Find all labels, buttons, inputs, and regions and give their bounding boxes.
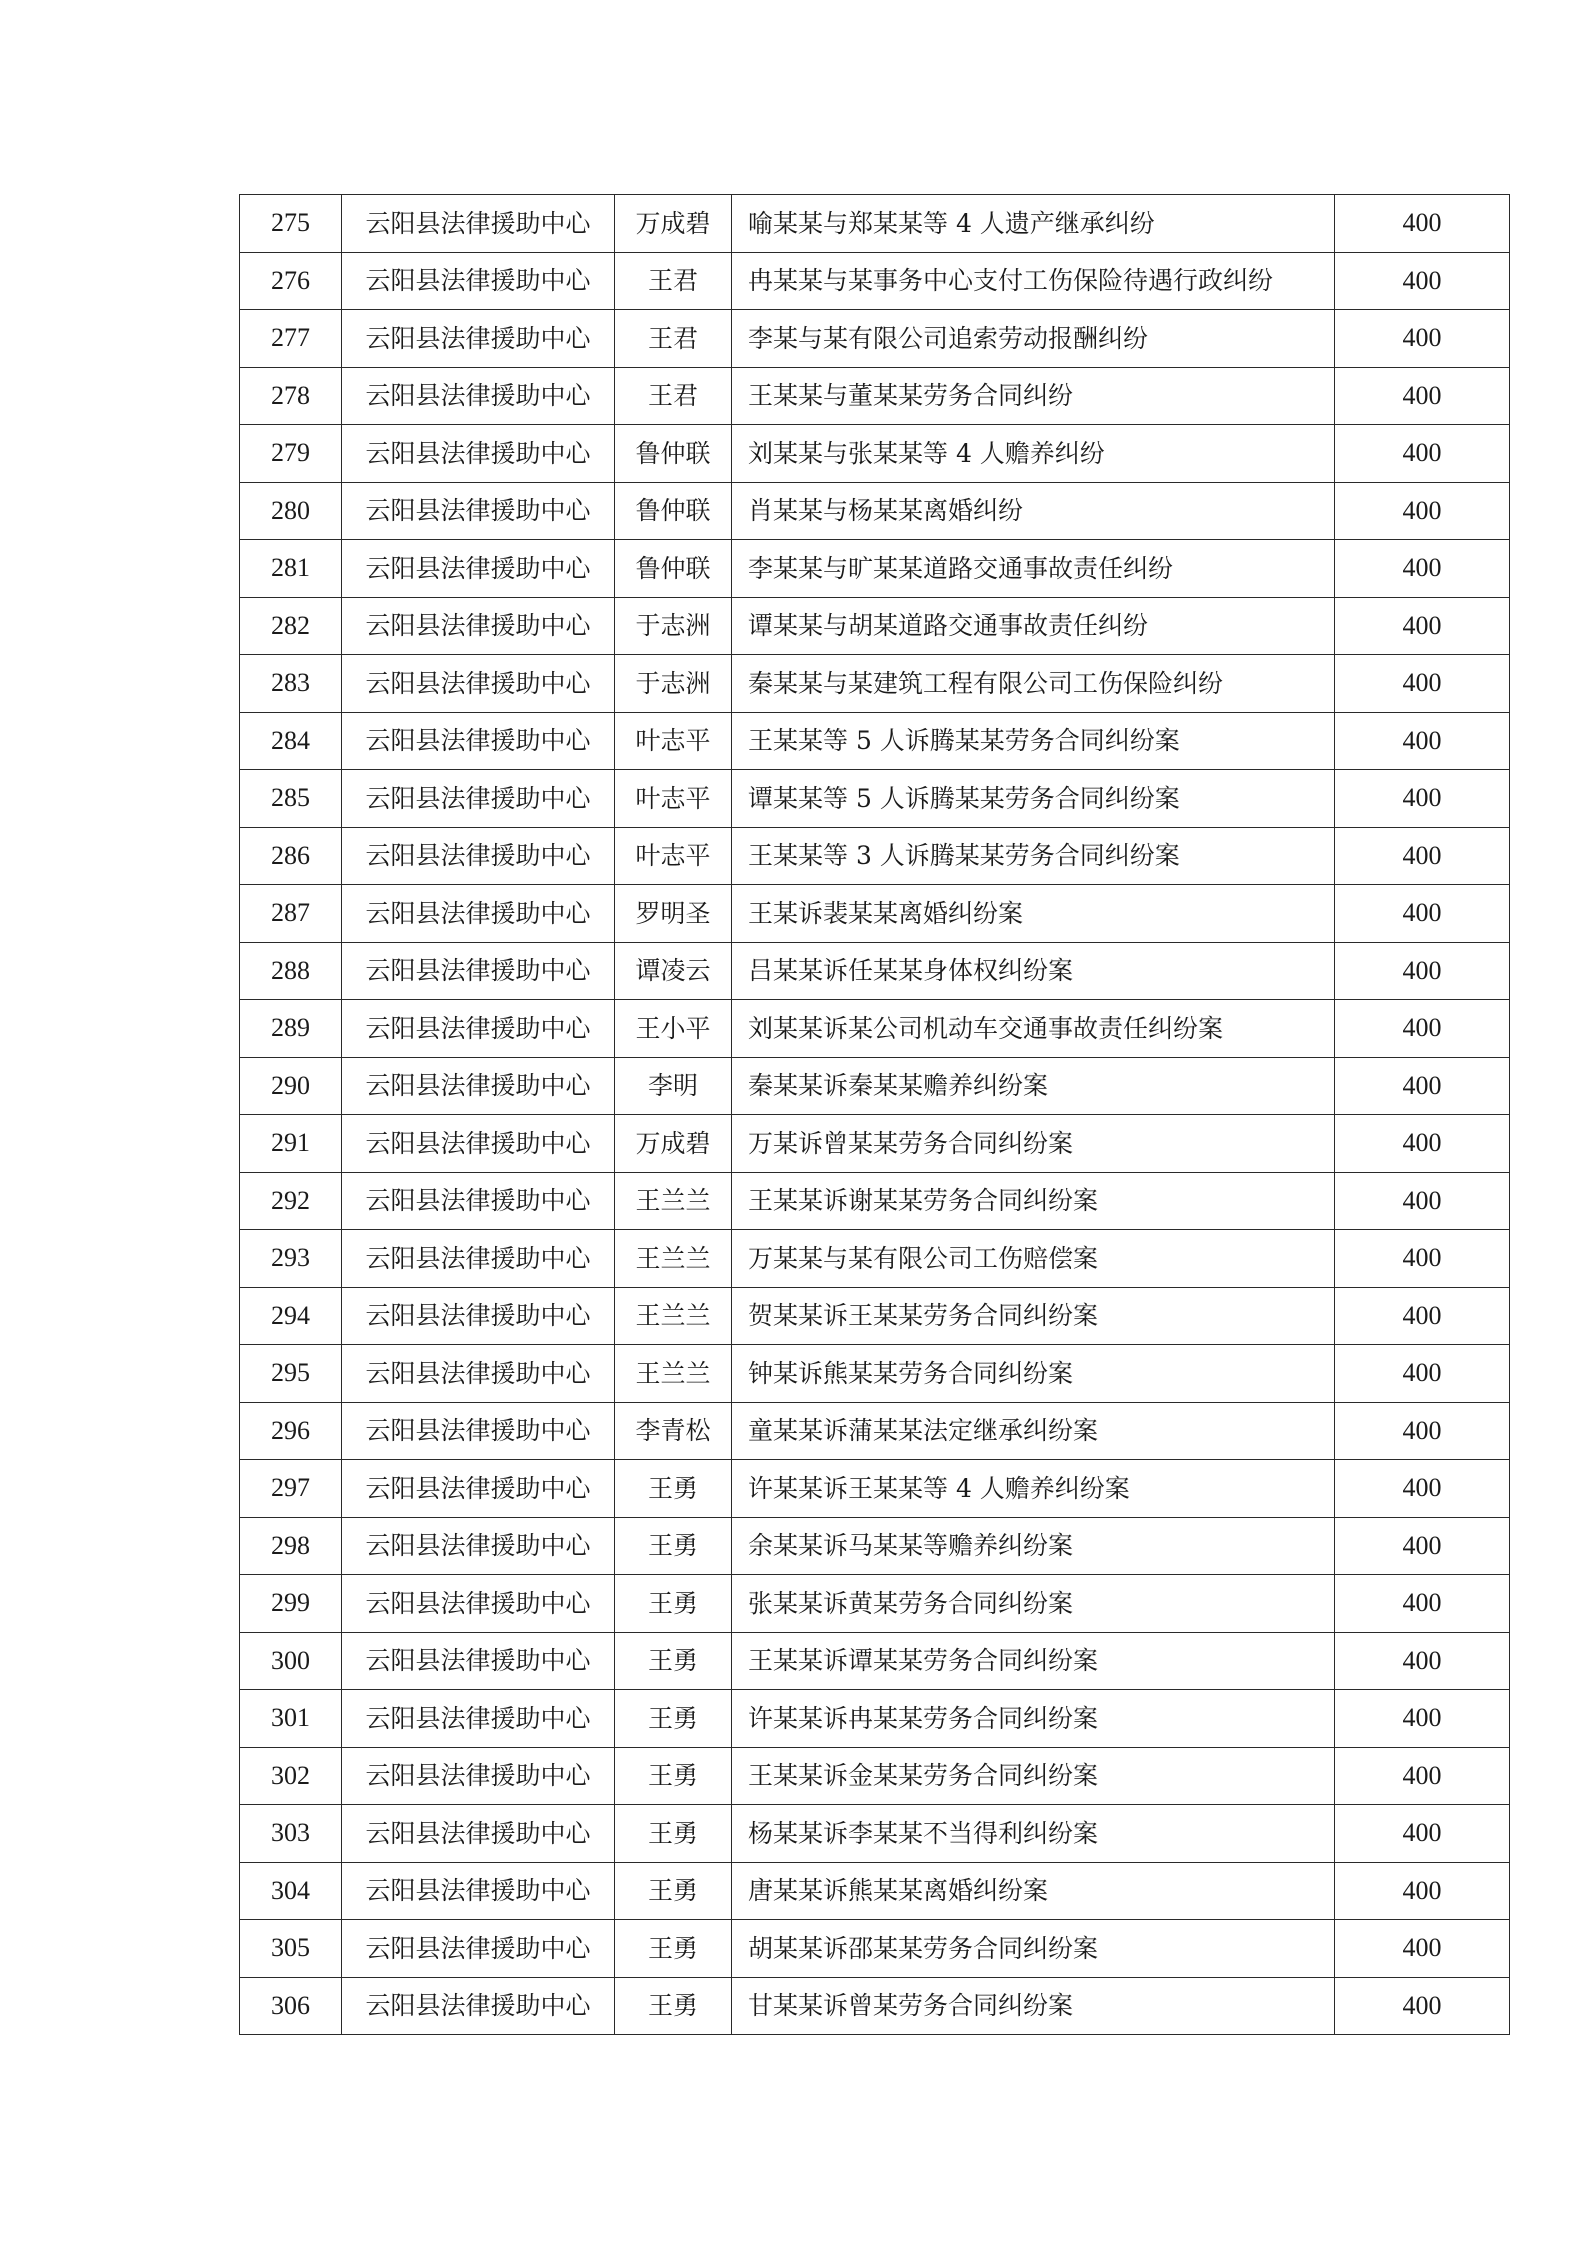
organization-cell: 云阳县法律援助中心 — [342, 655, 615, 713]
subsidy-amount-cell: 400 — [1335, 1517, 1510, 1575]
document-page — [239, 194, 1509, 2035]
lawyer-name-cell: 王君 — [615, 252, 732, 310]
table-row — [240, 597, 1510, 655]
row-number-cell: 277 — [240, 310, 342, 368]
subsidy-amount-cell: 400 — [1335, 1575, 1510, 1633]
row-number-cell: 282 — [240, 597, 342, 655]
lawyer-name-cell: 叶志平 — [615, 827, 732, 885]
case-description-cell: 秦某某与某建筑工程有限公司工伤保险纠纷 — [732, 655, 1335, 713]
lawyer-name-cell: 鲁仲联 — [615, 540, 732, 598]
table-row — [240, 1345, 1510, 1403]
organization-cell: 云阳县法律援助中心 — [342, 1287, 615, 1345]
table-row — [240, 195, 1510, 253]
subsidy-amount-cell: 400 — [1335, 597, 1510, 655]
row-number-cell: 293 — [240, 1230, 342, 1288]
case-description-cell: 刘某某与张某某等 4 人赡养纠纷 — [732, 425, 1335, 483]
subsidy-amount-cell: 400 — [1335, 1690, 1510, 1748]
lawyer-name-cell: 叶志平 — [615, 770, 732, 828]
subsidy-amount-cell: 400 — [1335, 1632, 1510, 1690]
table-row — [240, 1517, 1510, 1575]
case-description-cell: 冉某某与某事务中心支付工伤保险待遇行政纠纷 — [732, 252, 1335, 310]
case-description-cell: 谭某某等 5 人诉腾某某劳务合同纠纷案 — [732, 770, 1335, 828]
table-row — [240, 540, 1510, 598]
table-row — [240, 655, 1510, 713]
case-description-cell: 王某某诉金某某劳务合同纠纷案 — [732, 1747, 1335, 1805]
row-number-cell: 295 — [240, 1345, 342, 1403]
row-number-cell: 292 — [240, 1172, 342, 1230]
organization-cell: 云阳县法律援助中心 — [342, 1575, 615, 1633]
table-row — [240, 1172, 1510, 1230]
lawyer-name-cell: 李青松 — [615, 1402, 732, 1460]
lawyer-name-cell: 王兰兰 — [615, 1287, 732, 1345]
case-description-cell: 刘某某诉某公司机动车交通事故责任纠纷案 — [732, 1000, 1335, 1058]
row-number-cell: 286 — [240, 827, 342, 885]
organization-cell: 云阳县法律援助中心 — [342, 597, 615, 655]
row-number-cell: 297 — [240, 1460, 342, 1518]
case-description-cell: 童某某诉蒲某某法定继承纠纷案 — [732, 1402, 1335, 1460]
case-description-cell: 钟某诉熊某某劳务合同纠纷案 — [732, 1345, 1335, 1403]
subsidy-amount-cell: 400 — [1335, 827, 1510, 885]
subsidy-amount-cell: 400 — [1335, 540, 1510, 598]
organization-cell: 云阳县法律援助中心 — [342, 482, 615, 540]
row-number-cell: 278 — [240, 367, 342, 425]
table-row — [240, 1862, 1510, 1920]
table-row — [240, 942, 1510, 1000]
case-description-cell: 许某某诉王某某等 4 人赡养纠纷案 — [732, 1460, 1335, 1518]
case-description-cell: 肖某某与杨某某离婚纠纷 — [732, 482, 1335, 540]
subsidy-amount-cell: 400 — [1335, 425, 1510, 483]
organization-cell: 云阳县法律援助中心 — [342, 1862, 615, 1920]
lawyer-name-cell: 李明 — [615, 1057, 732, 1115]
row-number-cell: 285 — [240, 770, 342, 828]
organization-cell: 云阳县法律援助中心 — [342, 1632, 615, 1690]
table-row — [240, 482, 1510, 540]
case-description-cell: 许某某诉冉某某劳务合同纠纷案 — [732, 1690, 1335, 1748]
lawyer-name-cell: 王勇 — [615, 1805, 732, 1863]
row-number-cell: 299 — [240, 1575, 342, 1633]
organization-cell: 云阳县法律援助中心 — [342, 1517, 615, 1575]
case-description-cell: 万某某与某有限公司工伤赔偿案 — [732, 1230, 1335, 1288]
table-body — [240, 195, 1510, 2035]
subsidy-amount-cell: 400 — [1335, 1345, 1510, 1403]
case-description-cell: 谭某某与胡某道路交通事故责任纠纷 — [732, 597, 1335, 655]
case-description-cell: 王某诉裴某某离婚纠纷案 — [732, 885, 1335, 943]
organization-cell: 云阳县法律援助中心 — [342, 942, 615, 1000]
lawyer-name-cell: 王兰兰 — [615, 1345, 732, 1403]
subsidy-amount-cell: 400 — [1335, 1747, 1510, 1805]
lawyer-name-cell: 王勇 — [615, 1517, 732, 1575]
table-row — [240, 827, 1510, 885]
case-description-cell: 张某某诉黄某劳务合同纠纷案 — [732, 1575, 1335, 1633]
subsidy-amount-cell: 400 — [1335, 1460, 1510, 1518]
table-row — [240, 1230, 1510, 1288]
row-number-cell: 306 — [240, 1977, 342, 2035]
lawyer-name-cell: 王勇 — [615, 1977, 732, 2035]
subsidy-amount-cell: 400 — [1335, 1057, 1510, 1115]
table-row — [240, 310, 1510, 368]
row-number-cell: 275 — [240, 195, 342, 253]
row-number-cell: 302 — [240, 1747, 342, 1805]
organization-cell: 云阳县法律援助中心 — [342, 1000, 615, 1058]
organization-cell: 云阳县法律援助中心 — [342, 1805, 615, 1863]
organization-cell: 云阳县法律援助中心 — [342, 1920, 615, 1978]
lawyer-name-cell: 谭凌云 — [615, 942, 732, 1000]
row-number-cell: 301 — [240, 1690, 342, 1748]
case-description-cell: 甘某某诉曾某劳务合同纠纷案 — [732, 1977, 1335, 2035]
organization-cell: 云阳县法律援助中心 — [342, 1345, 615, 1403]
case-description-cell: 万某诉曾某某劳务合同纠纷案 — [732, 1115, 1335, 1173]
lawyer-name-cell: 于志洲 — [615, 655, 732, 713]
case-description-cell: 秦某某诉秦某某赡养纠纷案 — [732, 1057, 1335, 1115]
lawyer-name-cell: 王勇 — [615, 1632, 732, 1690]
subsidy-amount-cell: 400 — [1335, 367, 1510, 425]
table-row — [240, 1402, 1510, 1460]
table-row — [240, 1115, 1510, 1173]
lawyer-name-cell: 鲁仲联 — [615, 482, 732, 540]
subsidy-amount-cell: 400 — [1335, 1172, 1510, 1230]
organization-cell: 云阳县法律援助中心 — [342, 885, 615, 943]
table-row — [240, 252, 1510, 310]
organization-cell: 云阳县法律援助中心 — [342, 540, 615, 598]
table-row — [240, 425, 1510, 483]
case-description-cell: 吕某某诉任某某身体权纠纷案 — [732, 942, 1335, 1000]
lawyer-name-cell: 王小平 — [615, 1000, 732, 1058]
row-number-cell: 303 — [240, 1805, 342, 1863]
row-number-cell: 304 — [240, 1862, 342, 1920]
table-row — [240, 885, 1510, 943]
organization-cell: 云阳县法律援助中心 — [342, 1115, 615, 1173]
subsidy-amount-cell: 400 — [1335, 1402, 1510, 1460]
table-row — [240, 770, 1510, 828]
subsidy-amount-cell: 400 — [1335, 252, 1510, 310]
lawyer-name-cell: 叶志平 — [615, 712, 732, 770]
row-number-cell: 288 — [240, 942, 342, 1000]
row-number-cell: 298 — [240, 1517, 342, 1575]
organization-cell: 云阳县法律援助中心 — [342, 1460, 615, 1518]
row-number-cell: 280 — [240, 482, 342, 540]
case-description-cell: 喻某某与郑某某等 4 人遗产继承纠纷 — [732, 195, 1335, 253]
lawyer-name-cell: 万成碧 — [615, 195, 732, 253]
legal-aid-case-table — [239, 194, 1510, 2035]
subsidy-amount-cell: 400 — [1335, 885, 1510, 943]
lawyer-name-cell: 王勇 — [615, 1862, 732, 1920]
organization-cell: 云阳县法律援助中心 — [342, 367, 615, 425]
case-description-cell: 王某某等 5 人诉腾某某劳务合同纠纷案 — [732, 712, 1335, 770]
table-row — [240, 367, 1510, 425]
organization-cell: 云阳县法律援助中心 — [342, 1057, 615, 1115]
case-description-cell: 唐某某诉熊某某离婚纠纷案 — [732, 1862, 1335, 1920]
row-number-cell: 284 — [240, 712, 342, 770]
case-description-cell: 王某某等 3 人诉腾某某劳务合同纠纷案 — [732, 827, 1335, 885]
subsidy-amount-cell: 400 — [1335, 1115, 1510, 1173]
organization-cell: 云阳县法律援助中心 — [342, 425, 615, 483]
row-number-cell: 283 — [240, 655, 342, 713]
subsidy-amount-cell: 400 — [1335, 1977, 1510, 2035]
row-number-cell: 305 — [240, 1920, 342, 1978]
organization-cell: 云阳县法律援助中心 — [342, 1402, 615, 1460]
row-number-cell: 287 — [240, 885, 342, 943]
row-number-cell: 281 — [240, 540, 342, 598]
table-row — [240, 1977, 1510, 2035]
organization-cell: 云阳县法律援助中心 — [342, 827, 615, 885]
subsidy-amount-cell: 400 — [1335, 712, 1510, 770]
lawyer-name-cell: 鲁仲联 — [615, 425, 732, 483]
table-row — [240, 1000, 1510, 1058]
subsidy-amount-cell: 400 — [1335, 1862, 1510, 1920]
organization-cell: 云阳县法律援助中心 — [342, 1690, 615, 1748]
organization-cell: 云阳县法律援助中心 — [342, 1230, 615, 1288]
table-row — [240, 1747, 1510, 1805]
lawyer-name-cell: 王兰兰 — [615, 1230, 732, 1288]
subsidy-amount-cell: 400 — [1335, 942, 1510, 1000]
table-row — [240, 1575, 1510, 1633]
lawyer-name-cell: 王勇 — [615, 1460, 732, 1518]
row-number-cell: 300 — [240, 1632, 342, 1690]
lawyer-name-cell: 王勇 — [615, 1920, 732, 1978]
subsidy-amount-cell: 400 — [1335, 655, 1510, 713]
subsidy-amount-cell: 400 — [1335, 1230, 1510, 1288]
case-description-cell: 李某某与旷某某道路交通事故责任纠纷 — [732, 540, 1335, 598]
table-row — [240, 1460, 1510, 1518]
subsidy-amount-cell: 400 — [1335, 482, 1510, 540]
table-row — [240, 1057, 1510, 1115]
lawyer-name-cell: 于志洲 — [615, 597, 732, 655]
organization-cell: 云阳县法律援助中心 — [342, 712, 615, 770]
row-number-cell: 291 — [240, 1115, 342, 1173]
table-row — [240, 1632, 1510, 1690]
row-number-cell: 294 — [240, 1287, 342, 1345]
organization-cell: 云阳县法律援助中心 — [342, 1747, 615, 1805]
case-description-cell: 王某某诉谭某某劳务合同纠纷案 — [732, 1632, 1335, 1690]
case-description-cell: 李某与某有限公司追索劳动报酬纠纷 — [732, 310, 1335, 368]
organization-cell: 云阳县法律援助中心 — [342, 1977, 615, 2035]
subsidy-amount-cell: 400 — [1335, 1287, 1510, 1345]
subsidy-amount-cell: 400 — [1335, 310, 1510, 368]
table-row — [240, 1287, 1510, 1345]
organization-cell: 云阳县法律援助中心 — [342, 770, 615, 828]
row-number-cell: 290 — [240, 1057, 342, 1115]
table-row — [240, 1805, 1510, 1863]
case-description-cell: 王某某诉谢某某劳务合同纠纷案 — [732, 1172, 1335, 1230]
table-row — [240, 712, 1510, 770]
lawyer-name-cell: 万成碧 — [615, 1115, 732, 1173]
subsidy-amount-cell: 400 — [1335, 195, 1510, 253]
lawyer-name-cell: 王君 — [615, 367, 732, 425]
lawyer-name-cell: 王君 — [615, 310, 732, 368]
subsidy-amount-cell: 400 — [1335, 770, 1510, 828]
table-row — [240, 1690, 1510, 1748]
subsidy-amount-cell: 400 — [1335, 1920, 1510, 1978]
case-description-cell: 贺某某诉王某某劳务合同纠纷案 — [732, 1287, 1335, 1345]
case-description-cell: 胡某某诉邵某某劳务合同纠纷案 — [732, 1920, 1335, 1978]
subsidy-amount-cell: 400 — [1335, 1805, 1510, 1863]
organization-cell: 云阳县法律援助中心 — [342, 310, 615, 368]
row-number-cell: 289 — [240, 1000, 342, 1058]
row-number-cell: 276 — [240, 252, 342, 310]
case-description-cell: 杨某某诉李某某不当得利纠纷案 — [732, 1805, 1335, 1863]
organization-cell: 云阳县法律援助中心 — [342, 252, 615, 310]
case-description-cell: 余某某诉马某某等赡养纠纷案 — [732, 1517, 1335, 1575]
lawyer-name-cell: 王勇 — [615, 1575, 732, 1633]
subsidy-amount-cell: 400 — [1335, 1000, 1510, 1058]
case-description-cell: 王某某与董某某劳务合同纠纷 — [732, 367, 1335, 425]
lawyer-name-cell: 王勇 — [615, 1747, 732, 1805]
lawyer-name-cell: 王兰兰 — [615, 1172, 732, 1230]
organization-cell: 云阳县法律援助中心 — [342, 195, 615, 253]
table-row — [240, 1920, 1510, 1978]
lawyer-name-cell: 罗明圣 — [615, 885, 732, 943]
organization-cell: 云阳县法律援助中心 — [342, 1172, 615, 1230]
row-number-cell: 296 — [240, 1402, 342, 1460]
lawyer-name-cell: 王勇 — [615, 1690, 732, 1748]
row-number-cell: 279 — [240, 425, 342, 483]
